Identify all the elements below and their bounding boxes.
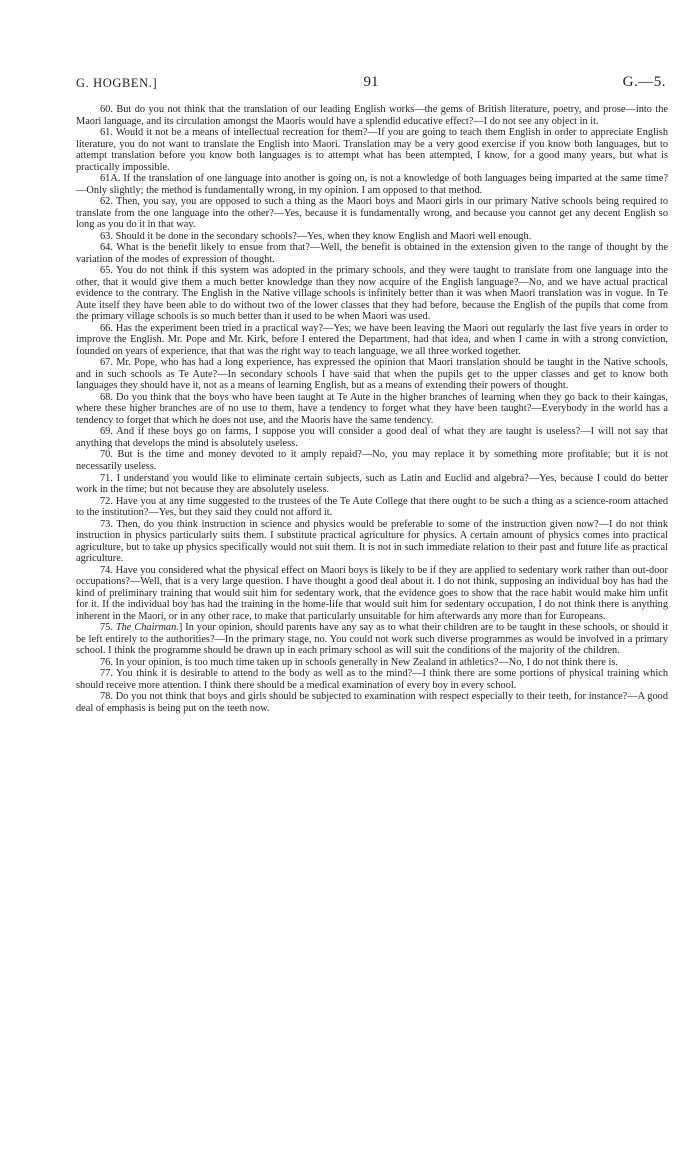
paragraph-text: 78. Do you not think that boys and girls should be subjected to examination with respect especially to their teeth, for instance?—A good deal of emphasis is being put on the teeth now. bbox=[76, 691, 668, 714]
paragraph-text: ] In your opinion, should parents have any say as to what their children are to be taught in these schools, or should it be left entirely to the authorities?—In the primary stage, no. You could not work such diverse programmes as would be involved in a primary school. I think the programme should be drawn up in each primary school as will suit the conditions of the majority of the children. bbox=[76, 622, 669, 657]
evidence-paragraph bbox=[76, 392, 668, 427]
evidence-paragraph bbox=[76, 657, 668, 669]
paragraph-text: 66. Has the experiment been tried in a practical way?—Yes; we have been leaving the Maori out regularly the last five years in order to improve the English. Mr. Pope and Mr. Kirk, before I entered the Department, had that idea, and when I came in with a strong conviction, founded on years of experience, that that was the right way to teach language, we all three worked together. bbox=[76, 322, 668, 357]
evidence-paragraph bbox=[76, 357, 668, 392]
evidence-paragraph bbox=[76, 668, 668, 691]
paragraph-text: 76. In your opinion, is too much time taken up in schools generally in New Zealand in athletics?—No, I do not think there is. bbox=[100, 656, 618, 668]
evidence-paragraph bbox=[76, 173, 668, 196]
paragraph-text: 61. Would it not be a means of intellectual recreation for them?—If you are going to teach them English in order to appreciate English literature, you do not want to translate the English into Maori. Translation may be a very good exercise if you know both languages, but to attempt translation before you know both languages is to attempt what has been attempted, I know, for a good many years, but what is practically impossible. bbox=[76, 127, 668, 173]
page-header bbox=[76, 76, 666, 92]
paragraph-text: 60. But do you not think that the translation of our leading English works—the gems of British literature, poetry, and prose—into the Maori language, and its circulation amongst the Maoris would have a splendid educative effect?—I do not see any object in it. bbox=[76, 104, 668, 127]
evidence-paragraph bbox=[76, 691, 668, 714]
paragraph-text: 73. Then, do you think instruction in science and physics would be preferable to some of the instruction given now?—I do not think instruction in physics particularly suits them. I substitute practical agriculture for physics. A certain amount of physics comes into practical agriculture, but to take up physics specifically would not suit them. It is not in such immediate relation to their past and future life as practical agriculture. bbox=[76, 518, 668, 565]
paragraph-text: 65. You do not think if this system was adopted in the primary schools, and they were taught to translate from one language into the other, that it would give them a much better knowledge than they now acquire of the English language?—No, and we have actual practical evidence to the contrary. The English in the Native village schools is infinitely better than it was when Maori translation was in vogue. In Te Aute itself they have been able to do without two of the lower classes that they had before, because the English of the pupils that come from the primary village schools is so much better than it used to be when Maori was used. bbox=[76, 265, 668, 323]
evidence-paragraph bbox=[76, 127, 668, 173]
evidence-paragraph bbox=[76, 242, 668, 265]
speaker-name: The Chairman. bbox=[115, 622, 179, 634]
evidence-paragraph bbox=[76, 473, 668, 496]
paragraph-text: 64. What is the benefit likely to ensue from that?—Well, the benefit is obtained in the extension given to the range of thought by the variation of the modes of expression of thought. bbox=[76, 242, 668, 265]
paragraph-text: 71. I understand you would like to eliminate certain subjects, such as Latin and Euclid and algebra?—Yes, because I could do better work in the time; but not because they are absolutely useless. bbox=[76, 472, 668, 496]
evidence-paragraph bbox=[76, 231, 668, 243]
paragraph-text: 75. bbox=[100, 622, 116, 634]
evidence-paragraph bbox=[76, 519, 668, 565]
paragraph-text: 67. Mr. Pope, who has had a long experience, has expressed the opinion that Maori translation should be taught in the Native schools, and in such schools as Te Aute?—In secondary schools I have said that when the pupils get to the upper classes and get to know both languages they should have it, not as a means of learning English, but as a means of extending their powers of thought. bbox=[76, 357, 668, 392]
paragraph-text: 72. Have you at any time suggested to the trustees of the Te Aute College that there ought to be such a thing as a science-room attached to the institution?—Yes, but they said they could not afford it. bbox=[76, 495, 668, 519]
paragraph-text: 62. Then, you say, you are opposed to such a thing as the Maori boys and Maori girls in our primary Native schools being required to translate from the one language into the other?—Yes, because it is fundamentally wrong, and because you cannot get any decent English so long as you do it in that way. bbox=[76, 196, 668, 231]
paragraph-text: 68. Do you think that the boys who have been taught at Te Aute in the higher branches of learning when they go back to their kaingas, where these higher branches are of no use to them, have a tendency to forget what they have been taught?—Everybody in the world has a tendency to forget that which he does not use, and the Maoris have the same tendency. bbox=[76, 391, 668, 426]
evidence-paragraph bbox=[76, 565, 668, 623]
page-body bbox=[76, 104, 668, 714]
paragraph-text: 63. Should it be done in the secondary schools?—Yes, when they know English and Maori well enough. bbox=[100, 230, 532, 242]
paragraph-text: 74. Have you considered what the physical effect on Maori boys is likely to be if they are applied to sedentary work rather than out-door occupations?—Well, that is a very large question. I have thought a good deal about it. I do not think, supposing an individual boy has had the kind of preliminary training that would suit him for sedentary work, that the evidence goes to show that the race habit would make him unfit for it. If the individual boy has had the training in the home-life that would suit him for sedentary occupation, I do not think there is anything inherent in the Maori, or in any other race, to make that particularly unsuitable for him afterwards any more than for Europeans. bbox=[76, 564, 668, 622]
evidence-paragraph bbox=[76, 104, 668, 127]
evidence-paragraph bbox=[76, 323, 668, 358]
paragraph-text: 69. And if these boys go on farms, I suppose you will consider a good deal of what they are taught is useless?—I will not say that anything that develops the mind is absolutely useless. bbox=[76, 426, 668, 449]
evidence-paragraph bbox=[76, 496, 668, 519]
page-number: 91 bbox=[363, 74, 379, 90]
witness-name: G. HOGBEN.] bbox=[76, 76, 158, 90]
evidence-paragraph bbox=[76, 622, 668, 657]
paper-reference: G.—5. bbox=[622, 74, 666, 90]
evidence-paragraph bbox=[76, 196, 668, 231]
evidence-paragraph bbox=[76, 449, 668, 472]
paragraph-text: 61A. If the translation of one language into another is going on, is not a knowledge of both languages being imparted at the same time?—Only slightly; the method is fundamentally wrong, in my opinion. I am opposed to that method. bbox=[76, 173, 668, 196]
paragraph-text: 77. You think it is desirable to attend to the body as well as to the mind?—I think there are some portions of physical training which should receive more attention. I think there should be a medical examination of every boy in every school. bbox=[76, 668, 668, 691]
evidence-paragraph bbox=[76, 265, 668, 323]
evidence-paragraph bbox=[76, 426, 668, 449]
paragraph-text: 70. But is the time and money devoted to it amply repaid?—No, you may replace it by something more profitable; but it is not necessarily useless. bbox=[76, 449, 668, 472]
